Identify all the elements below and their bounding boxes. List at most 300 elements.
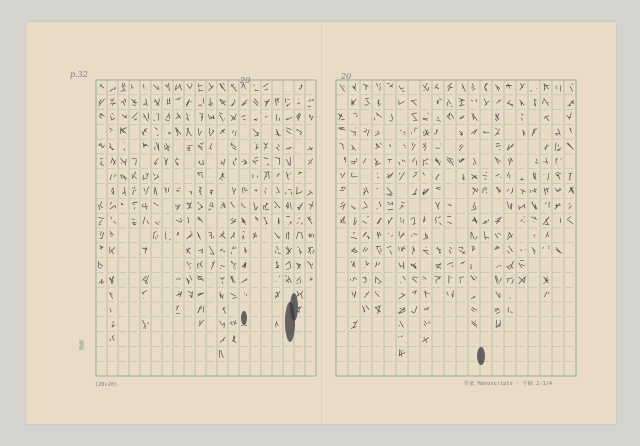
handwritten-character [241, 116, 246, 121]
handwritten-character [120, 175, 127, 181]
handwritten-character [142, 128, 147, 136]
handwritten-character [275, 246, 280, 253]
handwritten-character [520, 249, 525, 251]
handwritten-character [186, 99, 191, 107]
handwritten-character [340, 217, 345, 224]
handwritten-character [276, 261, 280, 268]
handwritten-character [436, 263, 442, 269]
handwritten-character [471, 276, 477, 281]
handwritten-character [339, 127, 346, 130]
handwritten-character [110, 87, 116, 92]
handwritten-character [220, 99, 226, 106]
handwritten-character [460, 261, 464, 264]
handwritten-character [219, 350, 223, 358]
handwritten-character [264, 143, 268, 150]
handwritten-character [387, 188, 393, 196]
handwritten-character [232, 187, 236, 194]
handwritten-character [388, 217, 392, 224]
handwritten-character [198, 84, 204, 92]
handwritten-character [471, 321, 477, 328]
handwritten-character [519, 276, 526, 284]
handwritten-character [176, 188, 181, 191]
handwritten-character [99, 279, 104, 284]
handwritten-character [110, 113, 115, 121]
handwritten-character [436, 144, 442, 149]
handwritten-character [155, 142, 159, 151]
handwritten-character [365, 261, 370, 268]
handwritten-character [243, 231, 245, 239]
handwritten-character [164, 157, 168, 165]
handwritten-character [535, 159, 537, 164]
handwritten-character [423, 276, 427, 279]
handwritten-character [351, 261, 355, 268]
handwritten-character [175, 128, 181, 136]
handwritten-character [220, 83, 225, 91]
handwritten-character [387, 83, 393, 87]
handwritten-character [100, 158, 104, 166]
handwritten-character [99, 246, 103, 250]
handwritten-character [175, 84, 181, 91]
handwritten-character [352, 83, 356, 90]
handwritten-character [98, 202, 103, 210]
handwritten-character [435, 158, 441, 166]
handwritten-character [484, 99, 489, 106]
handwritten-character [143, 217, 149, 225]
handwritten-character [110, 174, 115, 180]
handwritten-character [339, 113, 345, 120]
handwritten-character [242, 217, 246, 225]
handwritten-character [483, 220, 489, 224]
handwritten-character [412, 143, 416, 151]
handwritten-character [265, 188, 267, 194]
handwritten-character [435, 174, 439, 180]
handwritten-character [496, 100, 501, 104]
handwritten-character [483, 131, 489, 133]
handwritten-character [544, 292, 549, 297]
handwritten-character [177, 232, 179, 236]
handwritten-character [555, 129, 561, 136]
handwritten-character [459, 277, 464, 283]
handwritten-character [399, 172, 404, 180]
handwritten-character [423, 216, 425, 222]
handwritten-character [198, 98, 203, 107]
handwritten-character [296, 113, 300, 121]
handwritten-character [544, 116, 549, 121]
handwritten-character [412, 246, 415, 254]
handwritten-character [265, 116, 267, 118]
handwritten-character [471, 174, 477, 179]
handwritten-character [400, 202, 405, 209]
handwritten-character [143, 99, 147, 106]
handwritten-character [143, 84, 147, 90]
handwritten-character [506, 84, 512, 89]
handwritten-character [198, 275, 204, 281]
handwritten-character [555, 247, 562, 253]
handwritten-character [411, 306, 417, 313]
handwritten-character [534, 99, 536, 106]
handwritten-character [175, 98, 181, 100]
handwritten-character [387, 246, 392, 254]
handwritten-character [435, 130, 438, 135]
handwritten-character [223, 307, 226, 314]
handwritten-character [473, 158, 476, 165]
handwritten-character [142, 203, 147, 210]
handwritten-character [423, 83, 429, 91]
handwritten-character [376, 188, 378, 189]
handwritten-character [351, 206, 355, 209]
handwritten-character [109, 276, 113, 284]
handwritten-character [230, 293, 236, 298]
handwritten-character [308, 147, 314, 151]
handwritten-character [424, 321, 429, 327]
handwritten-character [286, 217, 291, 225]
handwritten-character [220, 231, 226, 238]
handwritten-character [423, 247, 429, 255]
handwritten-character [508, 307, 512, 312]
handwritten-character [308, 99, 314, 107]
handwritten-character [375, 131, 380, 136]
handwritten-character [555, 203, 561, 209]
handwritten-character [165, 83, 169, 91]
handwritten-character [377, 201, 381, 209]
handwritten-character [187, 128, 192, 136]
handwritten-character [253, 174, 258, 178]
handwritten-character [286, 261, 291, 269]
handwritten-character [111, 217, 116, 224]
handwritten-character [459, 158, 465, 162]
handwritten-character [275, 233, 281, 239]
handwritten-character [286, 202, 291, 209]
handwritten-character [254, 190, 257, 192]
handwritten-character [437, 99, 441, 105]
handwritten-character [543, 217, 549, 225]
handwritten-character [387, 172, 394, 178]
handwritten-character [423, 129, 429, 135]
handwritten-character [190, 191, 192, 194]
handwritten-character [176, 204, 181, 210]
handwritten-character [176, 291, 182, 297]
handwritten-character [277, 173, 279, 177]
handwritten-character [219, 172, 224, 180]
handwritten-character [142, 290, 147, 298]
handwritten-character [507, 246, 512, 254]
handwritten-character [543, 98, 549, 106]
handwritten-character [424, 307, 429, 310]
handwritten-character [423, 142, 426, 151]
handwritten-character [411, 100, 417, 106]
handwritten-character [296, 232, 302, 239]
handwritten-character [449, 247, 452, 253]
manuscript-sheet [26, 22, 616, 424]
handwritten-character [531, 217, 537, 222]
handwritten-character [495, 233, 501, 238]
handwritten-character [569, 203, 572, 209]
handwritten-character [309, 201, 314, 209]
handwritten-character [462, 174, 465, 180]
handwritten-character [375, 277, 381, 284]
handwritten-character [403, 145, 405, 148]
handwritten-character [231, 99, 236, 106]
handwritten-character [400, 130, 405, 135]
left-footer: (20×20) [95, 382, 118, 388]
handwritten-character [275, 291, 280, 298]
handwritten-character [198, 172, 203, 178]
handwritten-character [495, 128, 500, 136]
handwritten-character [219, 113, 224, 122]
handwritten-character [375, 158, 381, 165]
handwritten-character [165, 187, 169, 193]
handwritten-character [472, 246, 476, 251]
handwritten-character [231, 232, 235, 239]
handwritten-character [387, 202, 393, 210]
handwritten-character [363, 277, 367, 283]
ink-correction [241, 311, 247, 325]
handwritten-character [198, 128, 202, 136]
handwritten-character [99, 99, 105, 106]
handwritten-character [187, 84, 192, 89]
handwritten-character [274, 201, 280, 208]
handwritten-character [530, 188, 537, 193]
handwritten-character [471, 99, 476, 102]
handwritten-character [120, 128, 127, 135]
handwritten-character [495, 85, 500, 91]
handwritten-character [167, 98, 170, 105]
handwritten-character [364, 98, 369, 105]
handwritten-character [231, 202, 235, 207]
handwritten-character [231, 275, 236, 283]
handwritten-character [555, 172, 561, 179]
handwritten-character [507, 144, 513, 151]
handwritten-character [567, 100, 573, 106]
handwritten-character [220, 277, 225, 284]
handwritten-character [495, 308, 501, 314]
handwritten-character [362, 306, 369, 313]
handwritten-character [363, 84, 369, 90]
handwritten-character [244, 247, 246, 253]
handwritten-character [308, 159, 313, 165]
handwritten-character [165, 113, 170, 121]
handwritten-character [263, 83, 268, 90]
handwritten-character [570, 128, 572, 133]
handwritten-character [210, 143, 212, 149]
handwritten-character [412, 291, 417, 295]
handwritten-character [399, 86, 405, 92]
handwritten-character [400, 217, 403, 223]
handwritten-character [496, 265, 501, 268]
handwritten-character [520, 178, 524, 181]
handwritten-character [263, 217, 267, 224]
handwritten-character [176, 305, 180, 314]
handwritten-character [241, 159, 247, 164]
handwritten-character [286, 98, 291, 106]
handwritten-character [122, 115, 127, 119]
ink-correction [477, 347, 485, 365]
handwritten-character [521, 189, 526, 194]
handwritten-character [389, 145, 391, 148]
handwritten-character [377, 173, 379, 177]
handwritten-character [570, 84, 573, 92]
handwritten-character [297, 99, 300, 104]
handwritten-character [296, 291, 303, 299]
handwritten-character [353, 113, 357, 117]
handwritten-character [412, 277, 418, 282]
ink-correction [285, 302, 295, 342]
handwritten-character [110, 308, 111, 312]
handwritten-character [470, 264, 471, 269]
handwritten-character [447, 158, 454, 166]
handwritten-character [242, 187, 248, 193]
handwritten-character [123, 142, 125, 150]
handwritten-character [210, 190, 214, 195]
handwritten-character [423, 159, 428, 166]
handwritten-character [483, 187, 488, 193]
handwritten-character [363, 202, 368, 209]
handwritten-character [543, 277, 548, 284]
handwritten-character [255, 143, 259, 150]
handwritten-character [351, 233, 357, 239]
handwritten-character [121, 99, 126, 106]
handwritten-character [111, 188, 114, 195]
handwritten-character [435, 276, 441, 284]
handwritten-character [544, 83, 550, 91]
handwritten-character [352, 291, 356, 298]
handwritten-character [110, 231, 114, 236]
handwritten-character [544, 145, 549, 151]
handwritten-character [143, 142, 148, 147]
handwritten-character [351, 158, 357, 164]
handwritten-character [253, 157, 259, 164]
handwritten-character [276, 129, 281, 136]
handwritten-character [423, 337, 429, 343]
handwritten-character [286, 128, 292, 134]
handwritten-character [376, 246, 381, 255]
handwritten-character [144, 187, 149, 195]
handwritten-character [567, 113, 572, 120]
handwritten-character [285, 247, 291, 255]
handwritten-character [110, 292, 113, 298]
handwritten-character [254, 202, 259, 210]
page-reference: p.32 [70, 70, 88, 79]
handwritten-character [154, 232, 159, 240]
handwritten-character [423, 172, 425, 175]
handwritten-character [471, 129, 477, 135]
handwritten-character [211, 261, 215, 269]
handwritten-character [532, 247, 536, 254]
handwritten-character [231, 246, 236, 254]
handwritten-character [199, 113, 202, 121]
handwritten-character [199, 187, 202, 195]
handwritten-character [142, 247, 147, 254]
handwritten-character [298, 172, 302, 175]
handwritten-character [546, 202, 550, 208]
handwritten-character [509, 298, 511, 299]
handwritten-character [545, 232, 549, 238]
handwritten-character [254, 119, 258, 121]
handwritten-character [198, 160, 203, 165]
handwritten-character [276, 321, 279, 327]
handwritten-character [121, 203, 123, 205]
handwritten-character [519, 204, 526, 210]
handwritten-character [507, 232, 512, 239]
handwritten-character [285, 275, 291, 282]
handwritten-character [507, 202, 512, 210]
handwritten-character [132, 99, 138, 106]
handwritten-character [496, 143, 501, 149]
handwritten-character [507, 172, 510, 178]
handwritten-character [400, 276, 406, 283]
handwritten-character [276, 187, 279, 194]
handwritten-character [471, 83, 475, 90]
manuscript-grid [26, 22, 616, 424]
handwritten-character [556, 86, 561, 92]
handwritten-character [121, 83, 126, 91]
handwritten-character [423, 233, 428, 240]
handwritten-character [471, 307, 477, 312]
handwritten-character [398, 307, 405, 313]
handwritten-character [253, 232, 257, 239]
handwritten-character [375, 306, 381, 314]
handwritten-character [399, 336, 403, 338]
handwritten-character [543, 246, 550, 249]
handwritten-character [412, 158, 417, 166]
handwritten-character [132, 202, 137, 210]
handwritten-character [132, 187, 136, 195]
handwritten-character [112, 322, 116, 327]
handwritten-character [399, 100, 405, 104]
handwritten-character [220, 266, 225, 269]
handwritten-character [506, 261, 513, 270]
handwritten-character [448, 100, 453, 107]
handwritten-character [109, 143, 114, 150]
handwritten-character [254, 84, 259, 90]
handwritten-character [399, 246, 406, 251]
handwritten-character [176, 218, 182, 222]
handwritten-character [242, 262, 246, 268]
handwritten-character [286, 232, 289, 240]
handwritten-character [494, 246, 499, 250]
handwritten-character [363, 158, 366, 163]
handwritten-character [447, 217, 452, 224]
handwritten-character [296, 263, 301, 269]
handwritten-character [555, 143, 561, 151]
handwritten-character [99, 113, 104, 118]
handwritten-character [447, 262, 453, 267]
handwritten-character [447, 290, 454, 297]
handwritten-character [412, 187, 417, 195]
handwritten-character [241, 100, 247, 106]
handwritten-character [399, 262, 404, 269]
handwritten-character [521, 114, 523, 121]
handwritten-character [520, 83, 525, 90]
handwritten-character [143, 173, 149, 180]
handwritten-character [520, 100, 525, 106]
handwritten-character [297, 218, 303, 224]
handwritten-character [276, 276, 280, 282]
handwritten-character [307, 191, 313, 196]
handwritten-character [198, 249, 203, 254]
handwritten-character [375, 291, 379, 296]
handwritten-character [531, 89, 537, 92]
handwritten-character [508, 158, 513, 165]
handwritten-character [98, 261, 103, 269]
handwritten-character [399, 349, 406, 356]
handwritten-character [220, 129, 225, 134]
handwritten-character [100, 84, 104, 89]
handwritten-character [375, 143, 381, 149]
handwritten-character [435, 216, 442, 225]
right-page-mark: 20 [341, 72, 352, 81]
handwritten-character [519, 261, 525, 268]
